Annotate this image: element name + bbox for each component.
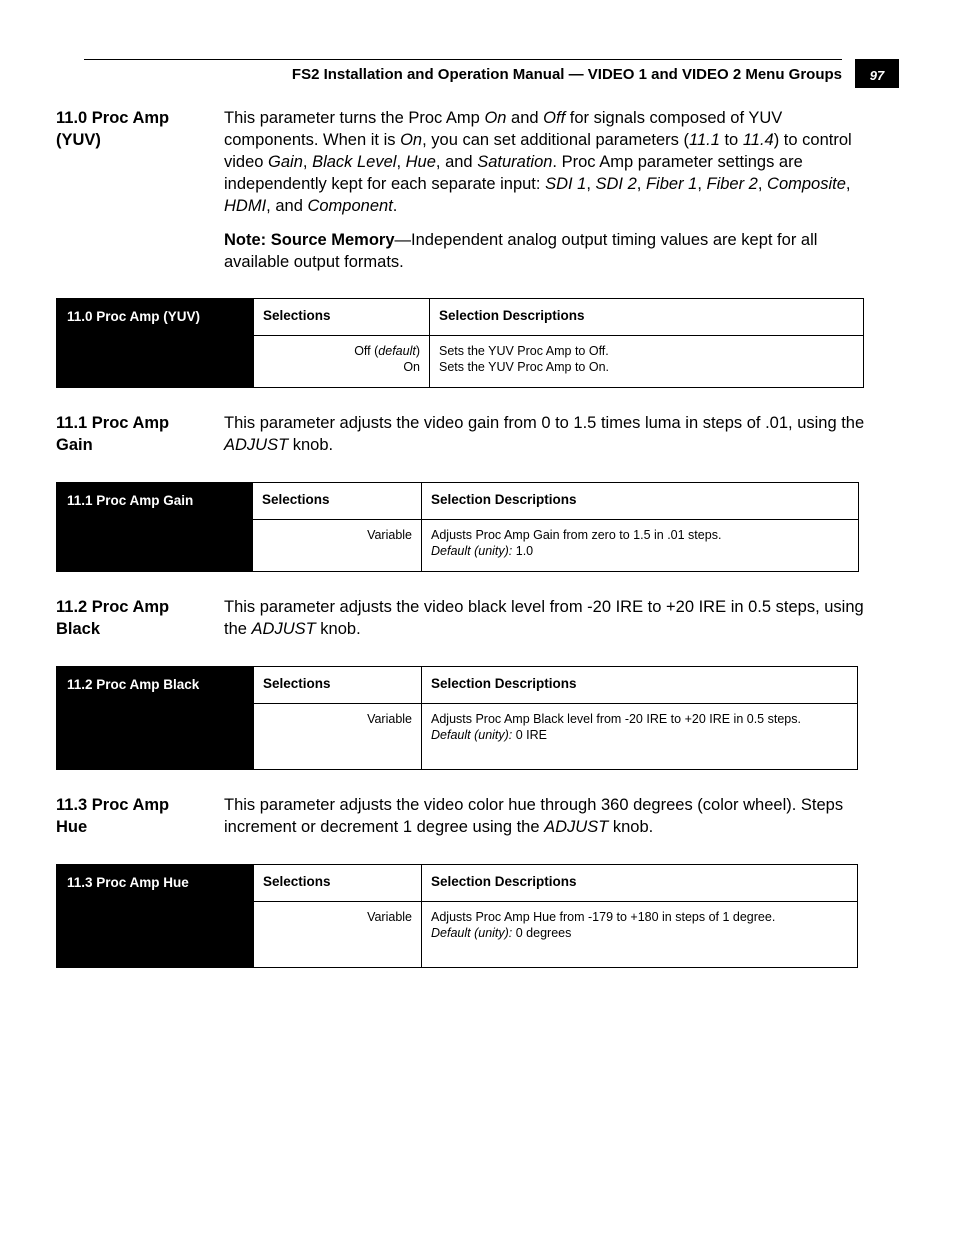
section-heading xyxy=(56,412,216,456)
paragraph: This parameter adjusts the video gain from 0 to 1.5 times luma in steps of .01, using the ADJUST knob. xyxy=(224,414,865,454)
selections-header: Selections xyxy=(254,667,421,704)
section-body xyxy=(224,412,874,456)
selections-cell xyxy=(254,902,421,967)
section-heading-line: 11.2 Proc Amp xyxy=(56,598,170,616)
cell-line: On xyxy=(403,360,420,374)
section-body xyxy=(224,107,874,273)
page-number: 97 xyxy=(855,59,899,88)
section-heading xyxy=(56,107,216,151)
selections-cell xyxy=(253,520,421,571)
section-heading xyxy=(56,794,216,838)
table-parameter-name: 11.0 Proc Amp (YUV) xyxy=(57,299,253,387)
selections-header: Selections xyxy=(253,483,421,520)
descriptions-column xyxy=(429,299,863,387)
header-rule xyxy=(84,59,842,60)
section-heading-line: 11.1 Proc Amp xyxy=(56,414,170,432)
selections-column xyxy=(253,865,421,967)
descriptions-cell xyxy=(422,902,857,967)
running-header: FS2 Installation and Operation Manual — VIDEO 1 and VIDEO 2 Menu Groups xyxy=(291,66,842,83)
cell-line: Sets the YUV Proc Amp to On. xyxy=(439,360,609,374)
section-heading-line: 11.0 Proc Amp xyxy=(56,109,170,127)
cell-line: Variable xyxy=(367,910,412,924)
section-heading xyxy=(56,596,216,640)
descriptions-column xyxy=(421,667,857,769)
selections-column xyxy=(252,483,421,571)
section-body xyxy=(224,596,874,640)
parameter-table xyxy=(56,666,858,770)
descriptions-header: Selection Descriptions xyxy=(422,483,858,520)
descriptions-cell xyxy=(422,704,857,769)
cell-line: Default (unity): 0 IRE xyxy=(431,728,548,742)
parameter-table xyxy=(56,864,858,968)
descriptions-cell xyxy=(422,520,858,571)
cell-line: Sets the YUV Proc Amp to Off. xyxy=(439,344,609,358)
selections-column xyxy=(253,667,421,769)
descriptions-header: Selection Descriptions xyxy=(422,667,857,704)
section-heading-line: Gain xyxy=(56,436,93,454)
cell-line: Adjusts Proc Amp Hue from -179 to +180 in steps of 1 degree. xyxy=(431,910,776,924)
selections-header: Selections xyxy=(254,299,429,336)
descriptions-header: Selection Descriptions xyxy=(422,865,857,902)
cell-line: Variable xyxy=(367,712,412,726)
cell-line: Default (unity): 1.0 xyxy=(431,544,534,558)
cell-line: Adjusts Proc Amp Gain from zero to 1.5 in .01 steps. xyxy=(431,528,722,542)
parameter-table xyxy=(56,298,864,388)
descriptions-header: Selection Descriptions xyxy=(430,299,863,336)
selections-column xyxy=(253,299,429,387)
paragraph: This parameter turns the Proc Amp On and Off for signals composed of YUV components. When it is On, you can set additional parameters (11.1 to 11.4) to control video Gain, Black Level, Hue, and Saturation. Proc Amp parameter settings are independently kept for each separate input: SDI 1, SDI 2, Fiber 1, Fiber 2, Composite, HDMI, and Component. xyxy=(224,109,852,215)
paragraph: This parameter adjusts the video black level from -20 IRE to +20 IRE in 0.5 steps, using the ADJUST knob. xyxy=(224,598,864,638)
section-heading-line: Hue xyxy=(56,818,88,836)
cell-line: Default (unity): 0 degrees xyxy=(431,926,572,940)
cell-line: Adjusts Proc Amp Black level from -20 IRE to +20 IRE in 0.5 steps. xyxy=(431,712,801,726)
note-paragraph: Note: Source Memory—Independent analog output timing values are kept for all available output formats. xyxy=(224,231,818,271)
descriptions-column xyxy=(421,483,858,571)
selections-cell xyxy=(254,704,421,769)
paragraph: This parameter adjusts the video color hue through 360 degrees (color wheel). Steps increment or decrement 1 degree using the ADJUST knob. xyxy=(224,796,844,836)
section-heading-line: 11.3 Proc Amp xyxy=(56,796,170,814)
table-parameter-name: 11.2 Proc Amp Black xyxy=(57,667,253,769)
section-heading-line: (YUV) xyxy=(56,131,101,149)
table-parameter-name: 11.3 Proc Amp Hue xyxy=(57,865,253,967)
parameter-table xyxy=(56,482,859,572)
selections-cell xyxy=(254,336,429,387)
table-parameter-name: 11.1 Proc Amp Gain xyxy=(57,483,252,571)
selections-header: Selections xyxy=(254,865,421,902)
descriptions-cell xyxy=(430,336,863,387)
section-heading-line: Black xyxy=(56,620,101,638)
cell-line: Off (default) xyxy=(354,344,420,358)
cell-line: Variable xyxy=(367,528,412,542)
section-body xyxy=(224,794,874,838)
descriptions-column xyxy=(421,865,857,967)
